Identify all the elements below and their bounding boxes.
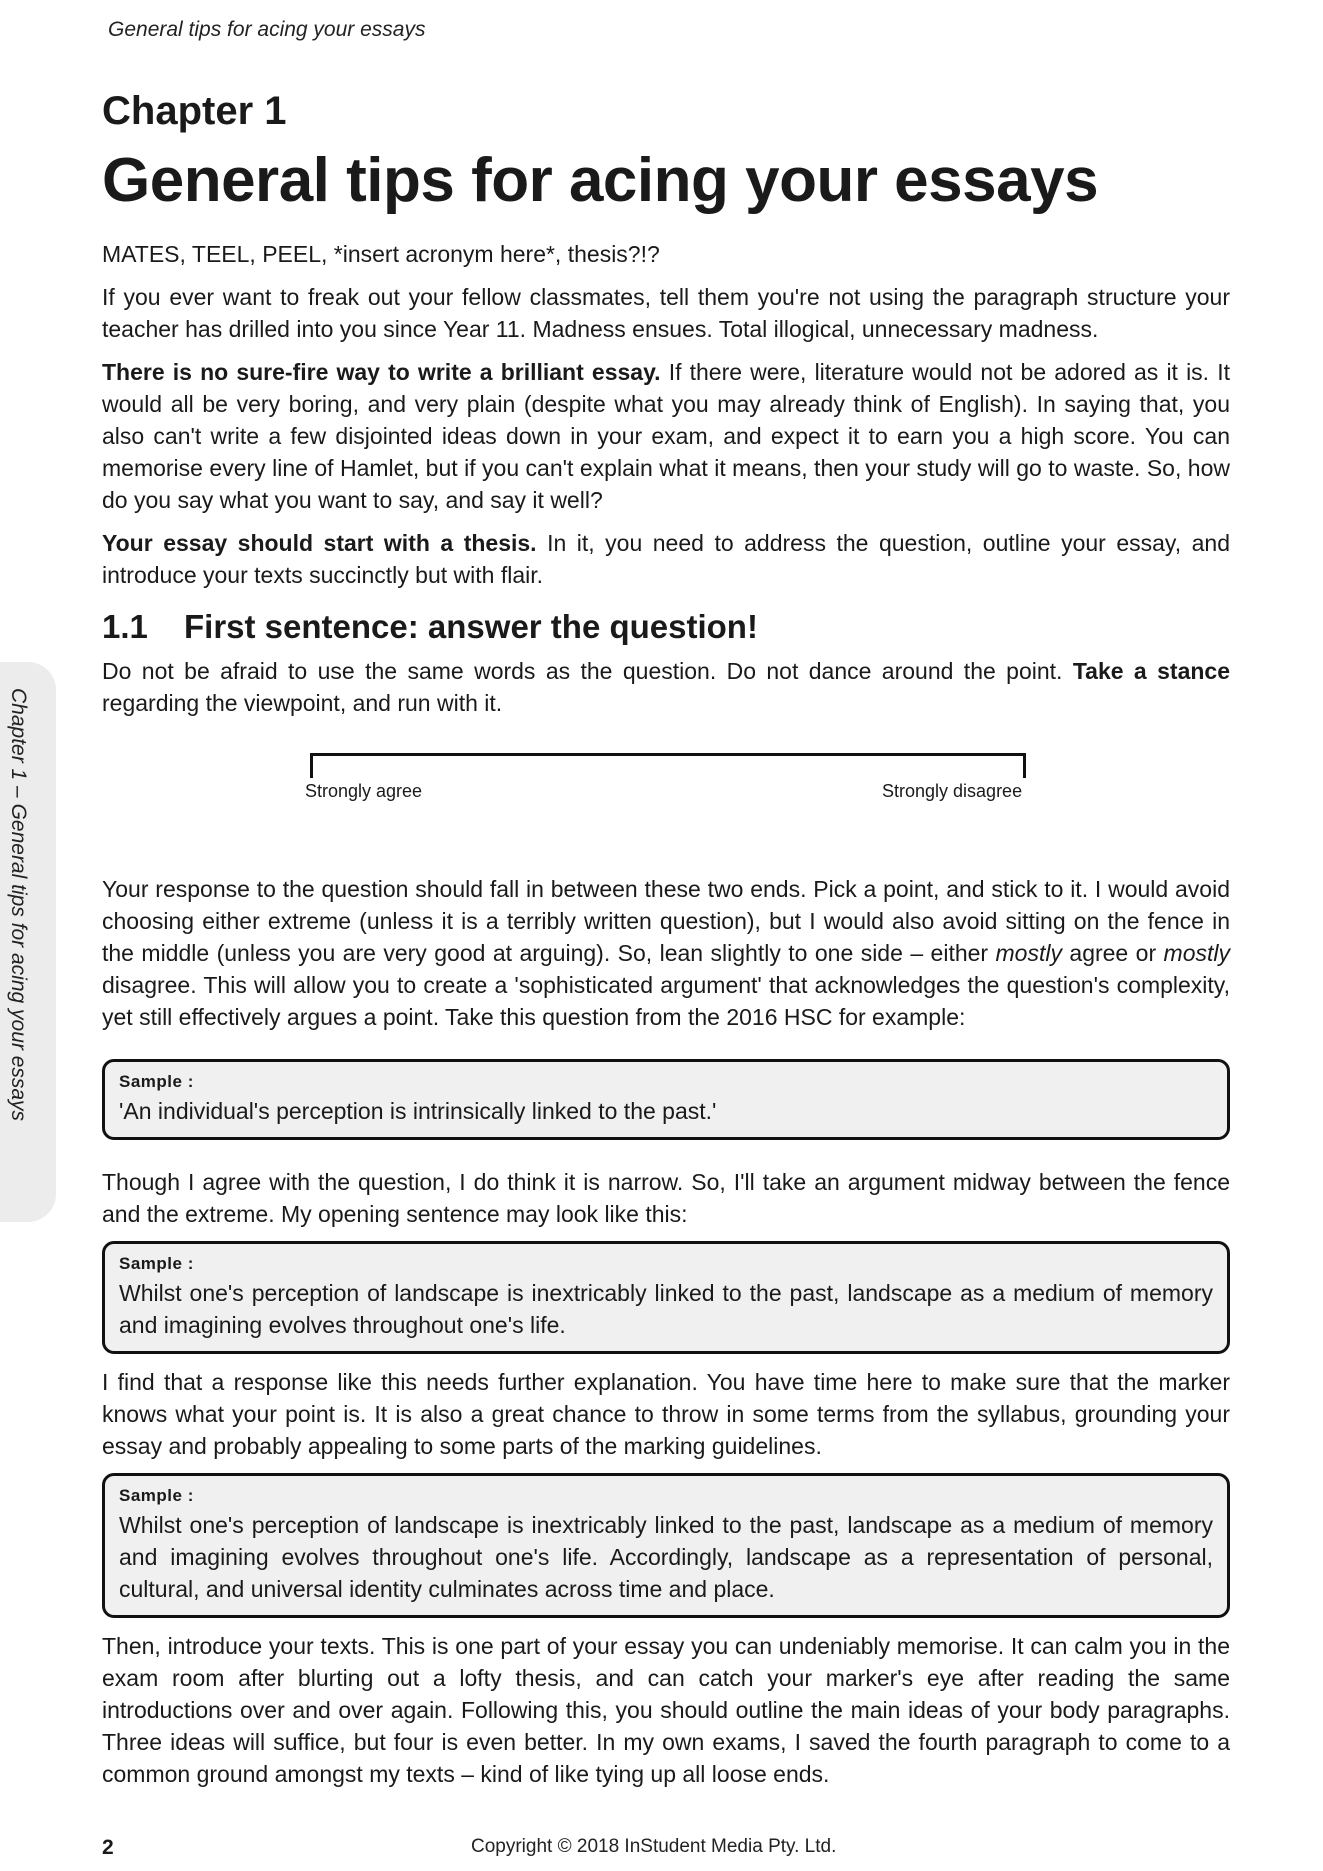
paragraph-text: Do not be afraid to use the same words as the question. Do not dance around the point. xyxy=(102,658,1073,684)
scale-left-label: Strongly agree xyxy=(305,781,423,801)
section-title: First sentence: answer the question! xyxy=(184,608,758,645)
section-heading xyxy=(102,607,1230,647)
italic-word: mostly xyxy=(995,940,1062,966)
paragraph-text: disagree. This will allow you to create a 'sophisticated argument' that acknowledges the question's complexity, yet still effectively argues a point. Take this question from the 2016 HSC for example: xyxy=(102,972,1230,1030)
intro-paragraph-2: If you ever want to freak out your fellow classmates, tell them you're not using the paragraph structure your teacher has drilled into you since Year 11. Madness ensues. Total illogical, unnecessary madness. xyxy=(102,284,1230,342)
bold-phrase: Your essay should start with a thesis. xyxy=(102,530,537,556)
body-paragraph-5 xyxy=(102,873,1230,1033)
scale-right-label: Strongly disagree xyxy=(882,781,1023,801)
paragraph-text: regarding the viewpoint, and run with it. xyxy=(102,690,503,716)
bold-phrase: There is no sure-fire way to write a brilliant essay. xyxy=(102,359,661,385)
sample-box-3 xyxy=(102,1473,1230,1618)
paragraph-text: In it, you need to address the question, outline your essay, and introduce your texts succinctly but with flair. xyxy=(102,530,1230,588)
sample-box-2 xyxy=(102,1241,1230,1354)
body-paragraph-7: I find that a response like this needs further explanation. You have time here to make sure that the marker knows what your point is. It is also a great chance to throw in some terms from the syllabus, grounding your essay and probably appealing to some parts of the marking guidelines. xyxy=(102,1369,1230,1459)
scale-bracket xyxy=(310,753,1026,778)
section-paragraph-1 xyxy=(102,655,1230,719)
intro-paragraph-4 xyxy=(102,527,1230,591)
side-tab-label: Chapter 1 – General tips for acing your essays xyxy=(7,688,30,1122)
italic-word: mostly xyxy=(1163,940,1230,966)
paragraph-text: agree or xyxy=(1061,940,1164,966)
paragraph-text: If there were, literature would not be adored as it is. It would all be very boring, and very plain (despite what you may already think of English). In saying that, you also can't write a few disjointed ideas down in your exam, and expect it to earn you a high score. You can memorise every line of Hamlet, but if you can't explain what it means, then your study will go to waste. So, how do you say what you want to say, and say it well? xyxy=(102,359,1230,513)
bold-phrase: Take a stance xyxy=(1072,658,1230,684)
body-paragraph-8: Then, introduce your texts. This is one part of your essay you can undeniably memorise. It can calm you in the exam room after blurting out a lofty thesis, and can catch your marker's eye after reading the same introductions over and over again. Following this, you should outline the main ideas of your body paragraphs. Three ideas will suffice, but four is even better. In my own exams, I saved the fourth paragraph to come to a common ground amongst my texts – kind of like tying up all loose ends. xyxy=(102,1633,1230,1787)
copyright-notice: Copyright © 2018 InStudent Media Pty. Ltd. xyxy=(471,1836,837,1857)
intro-paragraph-3 xyxy=(102,356,1230,516)
body-paragraph-6: Though I agree with the question, I do think it is narrow. So, I'll take an argument midway between the fence and the extreme. My opening sentence may look like this: xyxy=(102,1169,1230,1227)
section-number: 1.1 xyxy=(102,608,148,645)
sample-box-1 xyxy=(102,1059,1230,1140)
chapter-title: General tips for acing your essays xyxy=(102,146,1099,215)
sample-label: Sample : xyxy=(119,1486,194,1505)
sample-text: Whilst one's perception of landscape is inextricably linked to the past, landscape as a medium of memory and imagining evolves throughout one's life. Accordingly, landscape as a representation of personal, cultural, and universal identity culminates across time and place. xyxy=(119,1512,1213,1602)
page-content xyxy=(102,86,1230,1801)
agreement-scale xyxy=(102,753,1230,843)
sample-text: Whilst one's perception of landscape is inextricably linked to the past, landscape as a medium of memory and imagining evolves throughout one's life. xyxy=(119,1280,1213,1338)
sample-text: 'An individual's perception is intrinsically linked to the past.' xyxy=(119,1098,717,1124)
running-header: General tips for acing your essays xyxy=(108,18,426,41)
sample-label: Sample : xyxy=(119,1072,194,1091)
page-number: 2 xyxy=(102,1836,114,1859)
sample-label: Sample : xyxy=(119,1254,194,1273)
chapter-label: Chapter 1 xyxy=(102,89,287,133)
intro-paragraph-1: MATES, TEEL, PEEL, *insert acronym here*, thesis?!? xyxy=(102,241,660,267)
paragraph-text: Your response to the question should fall in between these two ends. Pick a point, and stick to it. I would avoid choosing either extreme (unless it is a terribly written question), but I would also avoid sitting on the fence in the middle (unless you are very good at arguing). So, lean slightly to one side – either xyxy=(102,876,1230,966)
